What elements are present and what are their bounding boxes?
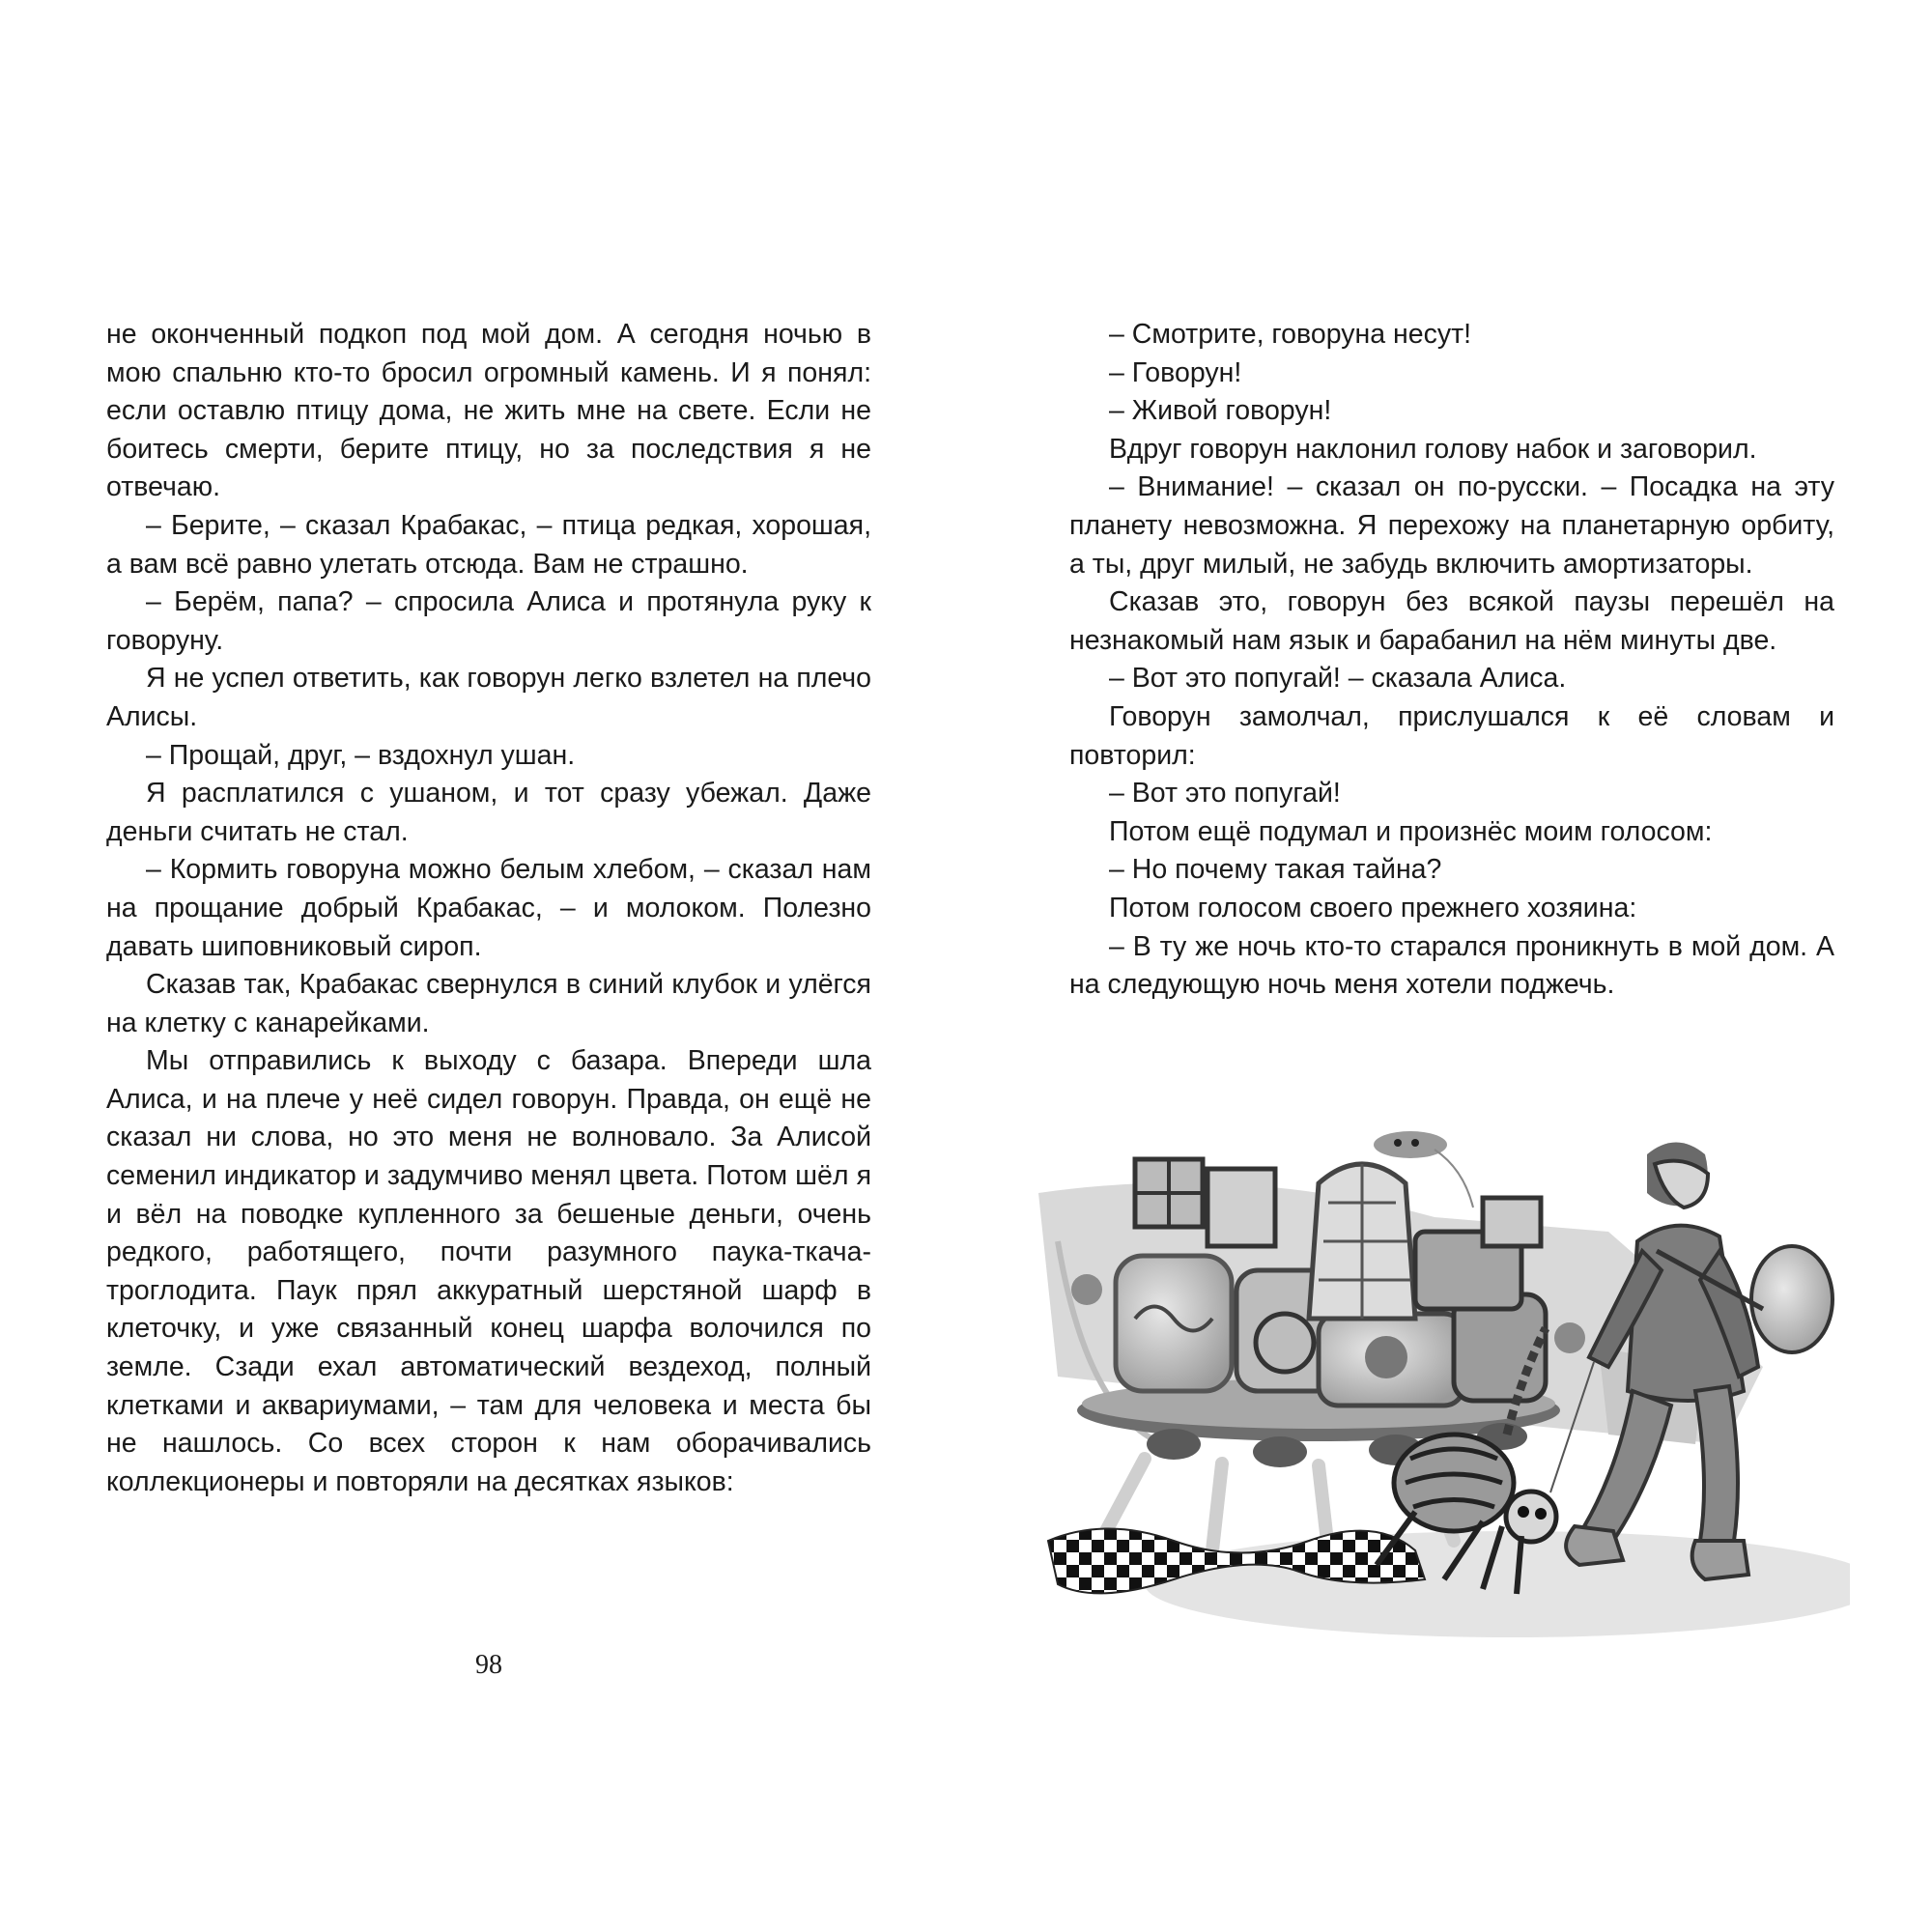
- page-number: 98: [475, 1650, 502, 1680]
- paragraph: – Живой говорун!: [1109, 395, 1332, 427]
- paragraph: Я расплатился с ушаном, и тот сразу убежал. Даже деньги считать не стал.: [106, 778, 871, 847]
- paragraph: Говорун замолчал, прислушался к её словам и повторил:: [1069, 700, 1834, 771]
- paragraph: – Вот это попугай!: [1109, 778, 1341, 810]
- paragraph: – Берите, – сказал Крабакас, – птица редкая, хорошая, а вам всё равно улетать отсюда. Вам не страшно.: [106, 509, 871, 580]
- paragraph: Мы отправились к выходу с базара. Впереди шла Алиса, и на плече у неё сидел говорун. Правда, он ещё не сказал ни слова, но это меня не волновало. За Алисой семенил индикатор и задумчиво менял цвета. Потом шёл я и вёл на поводке купленного за бешеные деньги, очень редкого, работящего, почти разумного паука-ткача-троглодита. Паук прял аккуратный шерстяной шарф в клеточку, и уже связанный конец шарфа волочился по земле. Сзади ехал автоматический вездеход, полный клетками и аквариумами, – там для человека и места бы не нашлось. Со всех сторон к нам оборачивались коллекционеры и повторяли на десятках языков:: [106, 1045, 871, 1497]
- paragraph: Потом голосом своего прежнего хозяина:: [1109, 892, 1637, 923]
- paragraph: Потом ещё подумал и произнёс моим голосом:: [1109, 815, 1713, 847]
- right-page-text: [1069, 316, 1834, 1005]
- paragraph: Вдруг говорун наклонил голову набок и заговорил.: [1109, 433, 1757, 465]
- paragraph: – Прощай, друг, – вздохнул ушан.: [146, 739, 576, 771]
- illustration-drawing: [1029, 1125, 1850, 1652]
- paragraph: – Но почему такая тайна?: [1109, 854, 1442, 886]
- paragraph: – Вот это попугай! – сказала Алиса.: [1109, 663, 1567, 695]
- paragraph: Сказав это, говорун без всякой паузы перешёл на незнакомый нам язык и барабанил на нём минуты две.: [1069, 586, 1834, 656]
- cages-and-aquariums: [1071, 1159, 1585, 1435]
- paragraph: – Говорун!: [1109, 356, 1242, 388]
- paragraph: – Кормить говоруна можно белым хлебом, – сказал нам на прощание добрый Крабакас, – и молоком. Полезно давать шиповниковый сироп.: [106, 854, 871, 962]
- paragraph: Сказав так, Крабакас свернулся в синий клубок и улёгся на клетку с канарейками.: [106, 969, 871, 1038]
- paragraph: – Берём, папа? – спросила Алиса и протянула руку к говоруну.: [106, 586, 871, 656]
- paragraph: Я не успел ответить, как говорун легко взлетел на плечо Алисы.: [106, 663, 871, 732]
- paragraph: не оконченный подкоп под мой дом. А сегодня ночью в мою спальню кто-то бросил огромный камень. И я понял: если оставлю птицу дома, не жить мне на свете. Если не боитесь смерти, берите птицу, но за последствия я не отвечаю.: [106, 319, 871, 503]
- left-page-text: [106, 316, 871, 1501]
- walking-man: [1550, 1143, 1833, 1580]
- story-illustration: [1029, 1125, 1850, 1652]
- paragraph: – Внимание! – сказал он по-русски. – Посадка на эту планету невозможна. Я перехожу на планетарную орбиту, а ты, друг милый, не забудь включить амортизаторы.: [1069, 471, 1834, 580]
- paragraph: – В ту же ночь кто-то старался проникнуть в мой дом. А на следующую ночь меня хотели поджечь.: [1069, 930, 1834, 1001]
- paragraph: – Смотрите, говоруна несут!: [1109, 319, 1472, 350]
